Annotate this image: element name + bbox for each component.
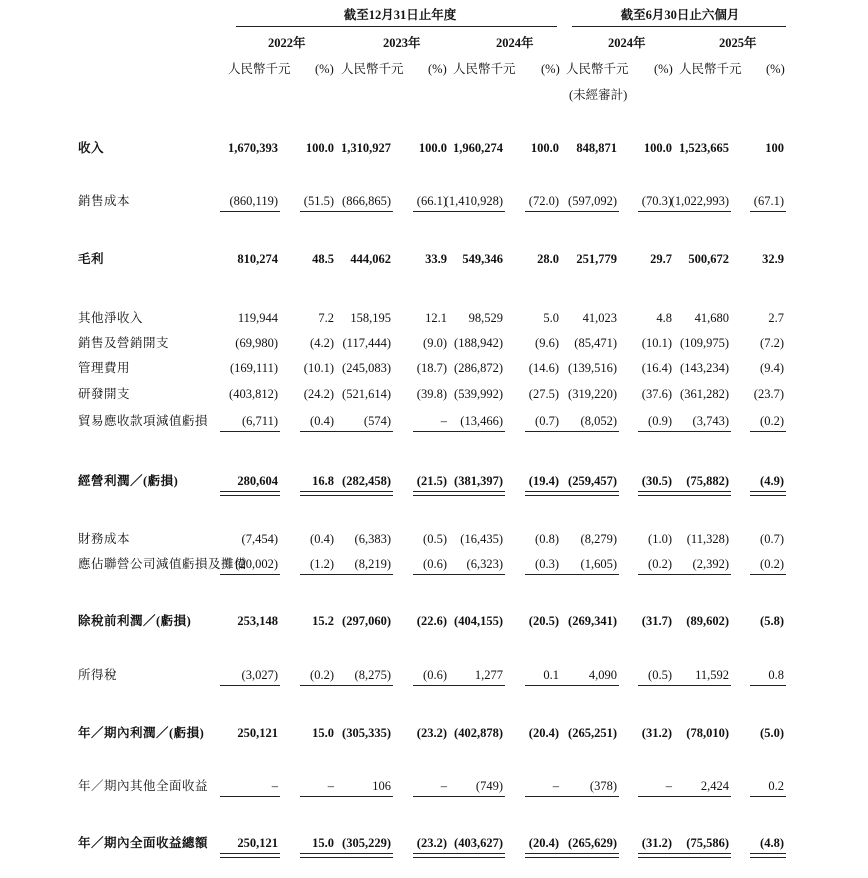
single-underline [559, 685, 619, 686]
percent-cell: 0.8 [768, 668, 784, 682]
percent-cell: 0.1 [543, 668, 559, 682]
amount-cell: (297,060) [342, 614, 391, 628]
header-pct-2024-6m: (%) [654, 62, 673, 76]
single-underline [445, 796, 505, 797]
amount-cell: (597,092) [568, 194, 617, 208]
single-underline [638, 796, 674, 797]
percent-cell: (27.5) [528, 387, 559, 401]
percent-cell: (21.5) [416, 474, 447, 488]
percent-cell: 16.8 [312, 474, 334, 488]
amount-cell: (286,872) [454, 361, 503, 375]
header-six-months: 截至6月30日止六個月 [620, 8, 740, 22]
percent-cell: 100.0 [418, 141, 447, 155]
percent-cell: (7.2) [760, 336, 784, 350]
percent-cell: (5.0) [760, 726, 784, 740]
percent-cell: (16.4) [641, 361, 672, 375]
amount-cell: (319,220) [568, 387, 617, 401]
amount-cell: 549,346 [462, 252, 503, 266]
amount-cell: (1,410,928) [444, 194, 503, 208]
single-underline [559, 796, 619, 797]
amount-cell: (7,454) [241, 532, 278, 546]
row-label: 貿易應收款項減值虧損 [78, 414, 209, 428]
single-underline [671, 574, 731, 575]
row-label: 經營利潤／(虧損) [78, 474, 179, 488]
percent-cell: 2.7 [768, 311, 784, 325]
percent-cell: 33.9 [425, 252, 447, 266]
single-underline [300, 431, 336, 432]
amount-cell: 848,871 [576, 141, 617, 155]
double-underline [333, 853, 393, 858]
amount-cell: (378) [589, 779, 617, 793]
percent-cell: (0.7) [760, 532, 784, 546]
percent-cell: – [440, 779, 447, 793]
percent-cell: 28.0 [537, 252, 559, 266]
amount-cell: (109,975) [680, 336, 729, 350]
percent-cell: (0.8) [535, 532, 559, 546]
amount-cell: 11,592 [695, 668, 729, 682]
amount-cell: (117,444) [342, 336, 391, 350]
header-unit-2023: 人民幣千元 [341, 62, 404, 76]
row-label: 毛利 [78, 252, 105, 266]
double-underline [638, 853, 674, 858]
amount-cell: (245,083) [342, 361, 391, 375]
single-underline [445, 211, 505, 212]
row-label: 其他淨收入 [78, 311, 144, 325]
row-label: 所得稅 [78, 668, 118, 682]
amount-cell: 98,529 [468, 311, 503, 325]
amount-cell: 810,274 [237, 252, 278, 266]
single-underline [333, 431, 393, 432]
header-six-months-underline [572, 26, 786, 27]
percent-cell: (0.9) [648, 414, 672, 428]
row-label: 應佔聯營公司減值虧損及攤備 [78, 557, 248, 571]
amount-cell: (78,010) [686, 726, 729, 740]
double-underline [333, 491, 393, 496]
percent-cell: 100.0 [530, 141, 559, 155]
amount-cell: 444,062 [350, 252, 391, 266]
amount-cell: (6,711) [242, 414, 278, 428]
amount-cell: (6,323) [466, 557, 503, 571]
amount-cell: (574) [363, 414, 391, 428]
single-underline [525, 574, 561, 575]
single-underline [445, 685, 505, 686]
single-underline [559, 211, 619, 212]
amount-cell: (75,882) [686, 474, 729, 488]
single-underline [525, 431, 561, 432]
single-underline [525, 796, 561, 797]
header-year-2024-6m: 2024年 [608, 36, 646, 50]
header-fiscal-year: 截至12月31日止年度 [343, 8, 457, 22]
amount-cell: (188,942) [454, 336, 503, 350]
percent-cell: 7.2 [318, 311, 334, 325]
amount-cell: (860,119) [229, 194, 278, 208]
percent-cell: 0.2 [768, 779, 784, 793]
double-underline [413, 853, 449, 858]
percent-cell: (20.4) [528, 836, 559, 850]
amount-cell: (11,328) [686, 532, 729, 546]
percent-cell: (0.2) [760, 557, 784, 571]
percent-cell: (14.6) [528, 361, 559, 375]
single-underline [750, 211, 786, 212]
single-underline [333, 796, 393, 797]
percent-cell: (0.3) [535, 557, 559, 571]
single-underline [638, 685, 674, 686]
percent-cell: (51.5) [303, 194, 334, 208]
double-underline [413, 491, 449, 496]
header-year-2022: 2022年 [268, 36, 306, 50]
amount-cell: 280,604 [237, 474, 278, 488]
percent-cell: 48.5 [312, 252, 334, 266]
amount-cell: 119,944 [237, 311, 278, 325]
percent-cell: (0.4) [310, 414, 334, 428]
single-underline [750, 574, 786, 575]
amount-cell: (282,458) [342, 474, 391, 488]
percent-cell: (0.7) [535, 414, 559, 428]
percent-cell: (1.0) [648, 532, 672, 546]
amount-cell: 251,779 [576, 252, 617, 266]
percent-cell: (19.4) [528, 474, 559, 488]
amount-cell: (403,812) [229, 387, 278, 401]
percent-cell: (31.2) [641, 726, 672, 740]
percent-cell: (20.5) [528, 614, 559, 628]
percent-cell: (0.5) [423, 532, 447, 546]
amount-cell: (2,392) [692, 557, 729, 571]
percent-cell: (20.4) [528, 726, 559, 740]
percent-cell: (0.2) [310, 668, 334, 682]
single-underline [220, 796, 280, 797]
percent-cell: – [440, 414, 447, 428]
amount-cell: (866,865) [342, 194, 391, 208]
single-underline [413, 574, 449, 575]
amount-cell: (305,229) [342, 836, 391, 850]
double-underline [671, 491, 731, 496]
percent-cell: (37.6) [641, 387, 672, 401]
percent-cell: (4.2) [310, 336, 334, 350]
amount-cell: (8,052) [580, 414, 617, 428]
row-label: 收入 [78, 141, 105, 155]
amount-cell: (265,629) [568, 836, 617, 850]
header-pct-2024: (%) [541, 62, 560, 76]
percent-cell: (1.2) [310, 557, 334, 571]
percent-cell: (24.2) [303, 387, 334, 401]
percent-cell: (31.2) [641, 836, 672, 850]
amount-cell: (269,341) [568, 614, 617, 628]
amount-cell: (1,605) [580, 557, 617, 571]
amount-cell: (259,457) [568, 474, 617, 488]
single-underline [220, 431, 280, 432]
single-underline [559, 431, 619, 432]
amount-cell: (265,251) [568, 726, 617, 740]
row-label: 年／期內其他全面收益 [78, 779, 209, 793]
single-underline [300, 796, 336, 797]
header-unit-2024-6m: 人民幣千元 [566, 62, 629, 76]
percent-cell: 29.7 [650, 252, 672, 266]
percent-cell: 100.0 [305, 141, 334, 155]
percent-cell: (72.0) [528, 194, 559, 208]
amount-cell: 500,672 [688, 252, 729, 266]
double-underline [525, 491, 561, 496]
amount-cell: (169,111) [229, 361, 278, 375]
amount-cell: (20,002) [235, 557, 278, 571]
percent-cell: – [552, 779, 559, 793]
amount-cell: 1,670,393 [228, 141, 278, 155]
percent-cell: (39.8) [416, 387, 447, 401]
double-underline [445, 853, 505, 858]
percent-cell: (0.5) [648, 668, 672, 682]
amount-cell: 158,195 [350, 311, 391, 325]
double-underline [445, 491, 505, 496]
row-label: 年／期內利潤／(虧損) [78, 726, 205, 740]
header-fiscal-year-underline [236, 26, 557, 27]
single-underline [750, 431, 786, 432]
row-label: 管理費用 [78, 361, 131, 375]
single-underline [750, 685, 786, 686]
amount-cell: (404,155) [454, 614, 503, 628]
single-underline [220, 574, 280, 575]
double-underline [220, 491, 280, 496]
single-underline [525, 211, 561, 212]
percent-cell: (66.1) [416, 194, 447, 208]
single-underline [671, 211, 731, 212]
single-underline [445, 431, 505, 432]
percent-cell: (9.6) [535, 336, 559, 350]
percent-cell: (4.8) [760, 836, 784, 850]
amount-cell: (75,586) [686, 836, 729, 850]
amount-cell: 106 [372, 779, 391, 793]
percent-cell: (9.4) [760, 361, 784, 375]
amount-cell: (13,466) [460, 414, 503, 428]
percent-cell: 5.0 [543, 311, 559, 325]
single-underline [300, 574, 336, 575]
single-underline [525, 685, 561, 686]
percent-cell: (0.4) [310, 532, 334, 546]
double-underline [671, 853, 731, 858]
single-underline [671, 685, 731, 686]
row-label: 研發開支 [78, 387, 131, 401]
amount-cell: (16,435) [460, 532, 503, 546]
double-underline [559, 853, 619, 858]
header-pct-2023: (%) [428, 62, 447, 76]
amount-cell: 2,424 [700, 779, 729, 793]
single-underline [671, 796, 731, 797]
percent-cell: (10.1) [303, 361, 334, 375]
single-underline [559, 574, 619, 575]
single-underline [413, 685, 449, 686]
header-pct-2025-6m: (%) [766, 62, 785, 76]
percent-cell: (23.7) [753, 387, 784, 401]
amount-cell: (3,027) [241, 668, 278, 682]
single-underline [638, 211, 674, 212]
percent-cell: (70.3) [641, 194, 672, 208]
single-underline [220, 685, 280, 686]
amount-cell: (139,516) [568, 361, 617, 375]
amount-cell: 250,121 [237, 726, 278, 740]
row-label: 銷售及營銷開支 [78, 336, 170, 350]
amount-cell: 1,523,665 [679, 141, 729, 155]
header-unaudited: (未經審計) [569, 88, 628, 102]
amount-cell: 253,148 [237, 614, 278, 628]
double-underline [750, 491, 786, 496]
percent-cell: (23.2) [416, 836, 447, 850]
amount-cell: 41,680 [694, 311, 729, 325]
percent-cell: (5.8) [760, 614, 784, 628]
percent-cell: 15.2 [312, 614, 334, 628]
double-underline [750, 853, 786, 858]
percent-cell: 12.1 [425, 311, 447, 325]
amount-cell: (8,275) [354, 668, 391, 682]
amount-cell: 250,121 [237, 836, 278, 850]
percent-cell: (22.6) [416, 614, 447, 628]
amount-cell: 1,960,274 [453, 141, 503, 155]
amount-cell: (8,219) [354, 557, 391, 571]
amount-cell: (89,602) [686, 614, 729, 628]
percent-cell: 15.0 [312, 836, 334, 850]
amount-cell: (403,627) [454, 836, 503, 850]
percent-cell: (18.7) [416, 361, 447, 375]
header-pct-2022: (%) [315, 62, 334, 76]
percent-cell: (0.6) [423, 557, 447, 571]
header-year-2025-6m: 2025年 [719, 36, 757, 50]
header-year-2023: 2023年 [383, 36, 421, 50]
amount-cell: (539,992) [454, 387, 503, 401]
single-underline [220, 211, 280, 212]
header-unit-2025-6m: 人民幣千元 [679, 62, 742, 76]
amount-cell: (3,743) [692, 414, 729, 428]
header-unit-2024: 人民幣千元 [453, 62, 516, 76]
amount-cell: (305,335) [342, 726, 391, 740]
percent-cell: (23.2) [416, 726, 447, 740]
single-underline [638, 574, 674, 575]
amount-cell: (1,022,993) [670, 194, 729, 208]
percent-cell: – [665, 779, 672, 793]
amount-cell: (143,234) [680, 361, 729, 375]
amount-cell: 1,310,927 [341, 141, 391, 155]
percent-cell: (30.5) [641, 474, 672, 488]
row-label: 財務成本 [78, 532, 131, 546]
amount-cell: (6,383) [354, 532, 391, 546]
single-underline [300, 211, 336, 212]
single-underline [333, 211, 393, 212]
amount-cell: (402,878) [454, 726, 503, 740]
double-underline [638, 491, 674, 496]
percent-cell: (10.1) [641, 336, 672, 350]
single-underline [445, 574, 505, 575]
header-year-2024: 2024年 [496, 36, 534, 50]
percent-cell: (31.7) [641, 614, 672, 628]
single-underline [638, 431, 674, 432]
single-underline [671, 431, 731, 432]
row-label: 銷售成本 [78, 194, 131, 208]
amount-cell: (381,397) [454, 474, 503, 488]
row-label: 年／期內全面收益總額 [78, 836, 209, 850]
percent-cell: 32.9 [762, 252, 784, 266]
amount-cell: (8,279) [580, 532, 617, 546]
percent-cell: – [327, 779, 334, 793]
amount-cell: (361,282) [680, 387, 729, 401]
header-unit-2022: 人民幣千元 [228, 62, 291, 76]
amount-cell: 1,277 [474, 668, 503, 682]
double-underline [300, 853, 336, 858]
amount-cell: (749) [475, 779, 503, 793]
amount-cell: (85,471) [574, 336, 617, 350]
double-underline [220, 853, 280, 858]
percent-cell: (0.2) [760, 414, 784, 428]
percent-cell: (67.1) [753, 194, 784, 208]
percent-cell: (4.9) [760, 474, 784, 488]
single-underline [413, 211, 449, 212]
percent-cell: 100 [765, 141, 784, 155]
double-underline [559, 491, 619, 496]
amount-cell: 41,023 [582, 311, 617, 325]
percent-cell: 15.0 [312, 726, 334, 740]
single-underline [413, 796, 449, 797]
amount-cell: (521,614) [342, 387, 391, 401]
single-underline [300, 685, 336, 686]
amount-cell: – [271, 779, 278, 793]
percent-cell: (9.0) [423, 336, 447, 350]
row-label: 除稅前利潤／(虧損) [78, 614, 192, 628]
percent-cell: 100.0 [643, 141, 672, 155]
single-underline [333, 574, 393, 575]
single-underline [750, 796, 786, 797]
single-underline [413, 431, 449, 432]
percent-cell: 4.8 [656, 311, 672, 325]
double-underline [525, 853, 561, 858]
percent-cell: (0.2) [648, 557, 672, 571]
amount-cell: 4,090 [588, 668, 617, 682]
percent-cell: (0.6) [423, 668, 447, 682]
double-underline [300, 491, 336, 496]
amount-cell: (69,980) [235, 336, 278, 350]
single-underline [333, 685, 393, 686]
